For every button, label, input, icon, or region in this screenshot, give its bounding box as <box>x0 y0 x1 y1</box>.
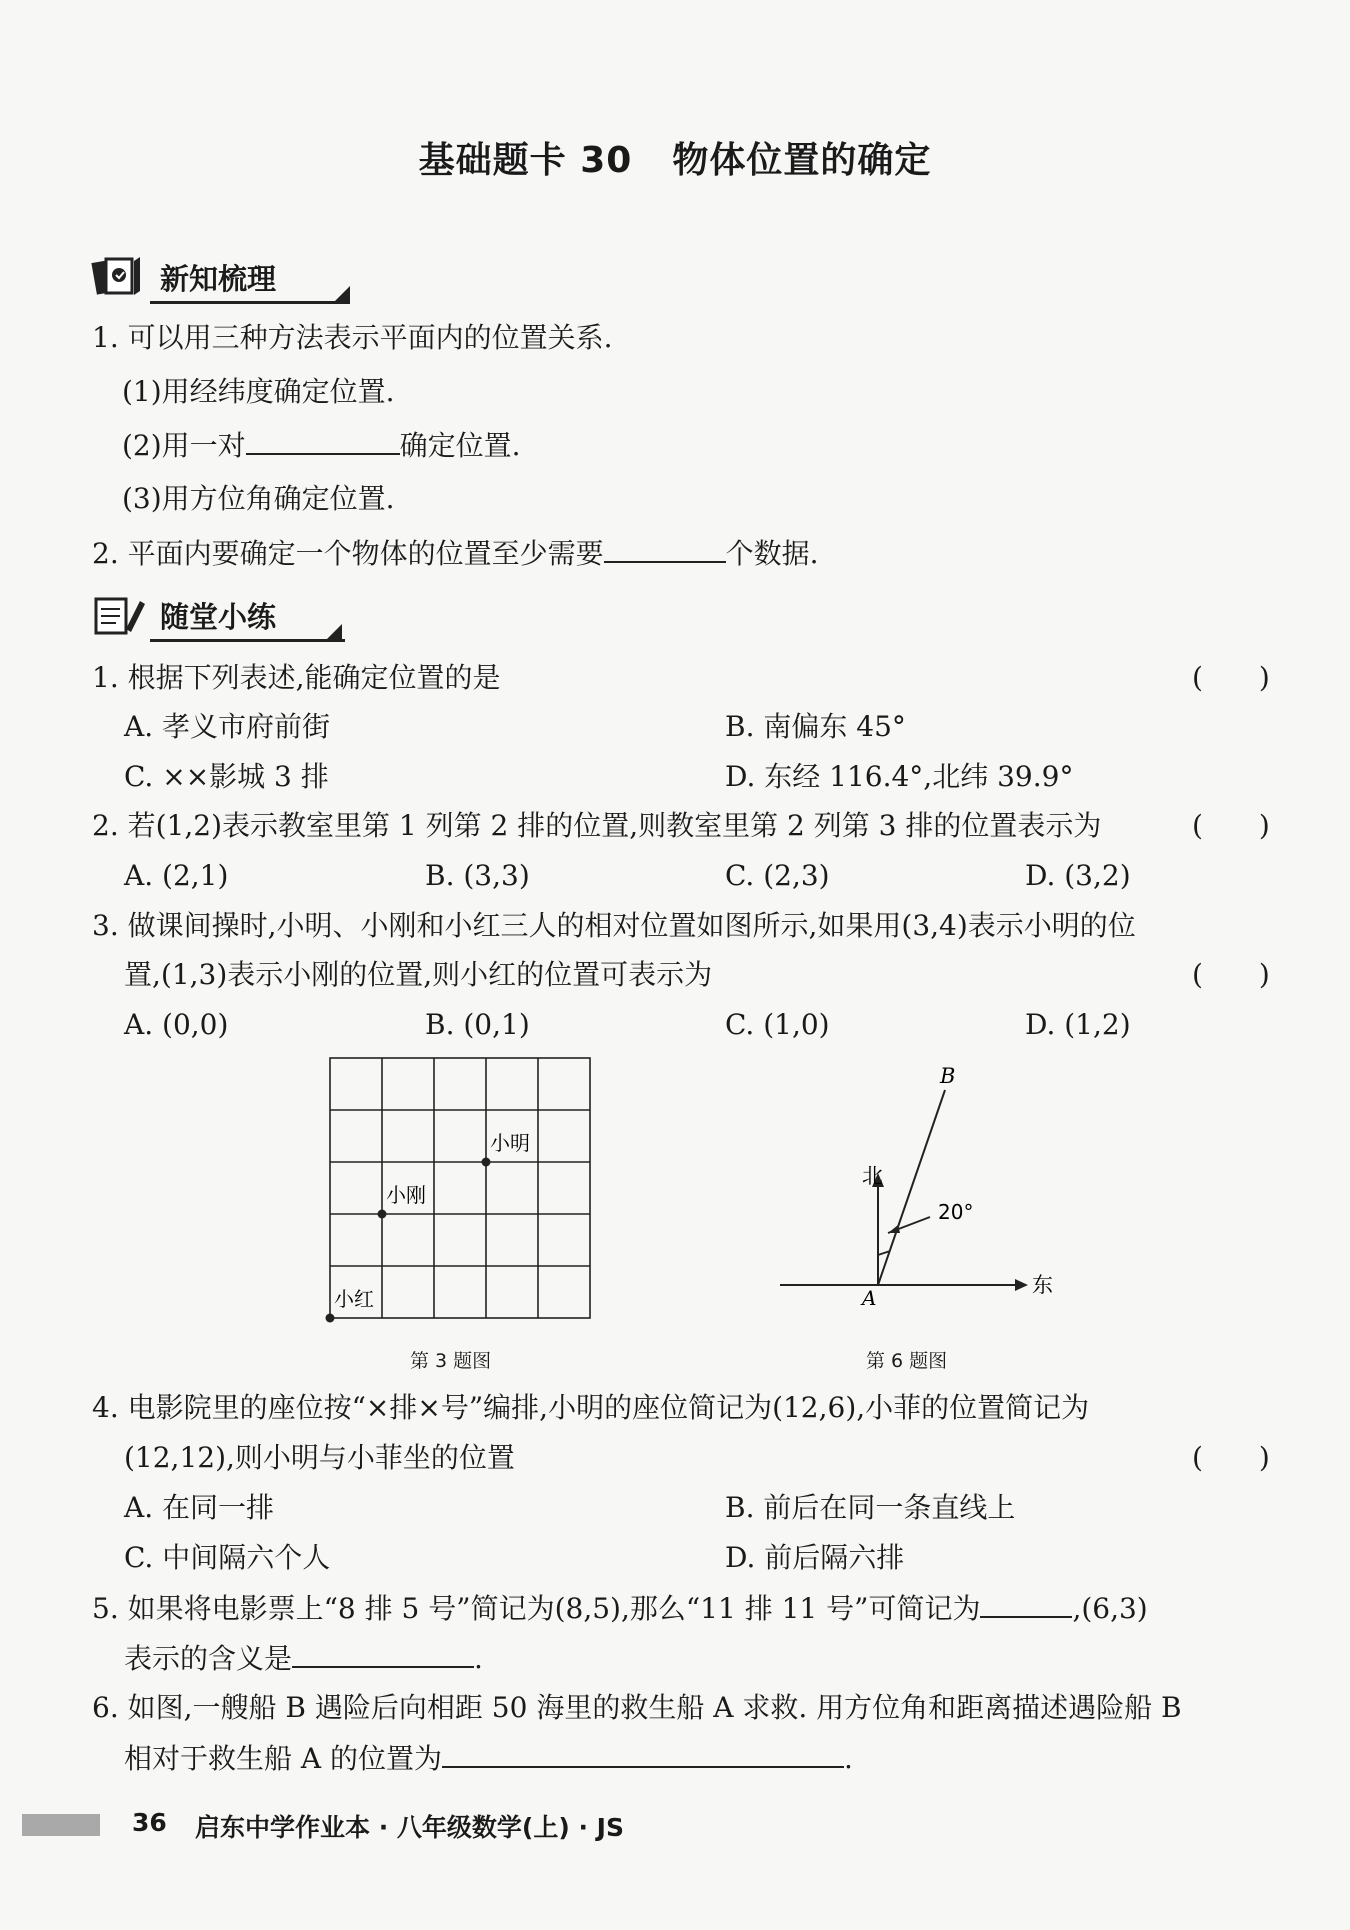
question-3-stem-line1: 3. 做课间操时,小明、小刚和小红三人的相对位置如图所示,如果用(3,4)表示小明的位 <box>92 909 1136 942</box>
label-east: 东 <box>1032 1273 1053 1297</box>
q2-option-c[interactable]: C. (2,3) <box>725 859 830 892</box>
figure-3-caption: 第 3 题图 <box>410 1350 492 1372</box>
q4-option-c[interactable]: C. 中间隔六个人 <box>124 1541 331 1574</box>
label-ship-a: A <box>862 1286 877 1310</box>
q3-option-d[interactable]: D. (1,2) <box>1025 1008 1131 1041</box>
section-header-practice <box>90 590 345 640</box>
q3-option-b[interactable]: B. (0,1) <box>425 1008 530 1041</box>
question-5-line1: 5. 如果将电影票上“8 排 5 号”简记为(8,5),那么“11 排 11 号”可简记为 ,(6,3) <box>92 1588 1148 1629</box>
page-title <box>0 132 1350 183</box>
label-xiaogang: 小刚 <box>386 1183 426 1207</box>
question-3-stem-line2: 置,(1,3)表示小刚的位置,则小红的位置可表示为 <box>124 958 713 991</box>
book-icon <box>90 255 148 299</box>
q1-option-b[interactable]: B. 南偏东 45° <box>725 710 906 743</box>
label-xiaohong: 小红 <box>334 1287 374 1311</box>
footer-bar <box>22 1814 100 1836</box>
question-6-line1: 6. 如图,一艘船 B 遇险后向相距 50 海里的救生船 A 求救. 用方位角和距离描述遇险船 B <box>92 1691 1182 1724</box>
page-footer <box>0 1808 1350 1848</box>
q1-option-c[interactable]: C. ××影城 3 排 <box>124 760 329 793</box>
question-6-line2: 相对于救生船 A 的位置为 . <box>124 1738 853 1779</box>
section-corner <box>334 286 350 302</box>
blank-1[interactable] <box>246 425 400 455</box>
knowledge-line-5: 2. 平面内要确定一个物体的位置至少需要 个数据. <box>92 533 819 574</box>
section-label: 新知梳理 <box>160 261 277 296</box>
page-number: 36 <box>132 1808 167 1837</box>
figure-3-grid <box>300 1050 620 1350</box>
section-header-new-knowledge <box>90 252 352 302</box>
section-underline <box>150 639 345 642</box>
question-4-stem-line1: 4. 电影院里的座位按“×排×号”编排,小明的座位简记为(12,6),小菲的位置简记为 <box>92 1391 1090 1424</box>
question-2-stem: 2. 若(1,2)表示教室里第 1 列第 2 排的位置,则教室里第 2 列第 3 排的位置表示为 <box>92 809 1102 842</box>
figure-6-bearing <box>770 1055 1070 1335</box>
q1-option-a[interactable]: A. 孝义市府前街 <box>124 710 331 743</box>
title-number: 基础题卡 30 <box>418 140 633 181</box>
answer-paren-1[interactable]: ( ) <box>1192 661 1270 694</box>
knowledge-line-4: (3)用方位角确定位置. <box>122 482 395 515</box>
knowledge-line-3: (2)用一对 确定位置. <box>122 425 521 466</box>
q2-option-b[interactable]: B. (3,3) <box>425 859 530 892</box>
question-4-stem-line2: (12,12),则小明与小菲坐的位置 <box>124 1441 515 1474</box>
book-title: 启东中学作业本 · 八年级数学(上) · JS <box>195 1813 624 1842</box>
section-label: 随堂小练 <box>160 599 277 634</box>
section-underline <box>150 301 350 304</box>
point-xiaohong <box>326 1314 335 1323</box>
q2-option-a[interactable]: A. (2,1) <box>124 859 229 892</box>
section-corner <box>326 624 342 640</box>
label-xiaoming: 小明 <box>490 1131 530 1155</box>
q4-option-a[interactable]: A. 在同一排 <box>124 1491 275 1524</box>
blank-2[interactable] <box>604 533 726 563</box>
knowledge-line-2: (1)用经纬度确定位置. <box>122 375 395 408</box>
label-angle: 20° <box>938 1200 974 1224</box>
answer-paren-3[interactable]: ( ) <box>1192 958 1270 991</box>
q4-option-d[interactable]: D. 前后隔六排 <box>725 1541 905 1574</box>
answer-paren-2[interactable]: ( ) <box>1192 809 1270 842</box>
q4-option-b[interactable]: B. 前后在同一条直线上 <box>725 1491 1016 1524</box>
q5-blank-2[interactable] <box>292 1638 474 1668</box>
figure-6-caption: 第 6 题图 <box>866 1350 948 1372</box>
question-5-line2: 表示的含义是 . <box>124 1638 483 1679</box>
q6-blank[interactable] <box>442 1738 844 1768</box>
point-xiaogang <box>378 1210 387 1219</box>
question-1-stem: 1. 根据下列表述,能确定位置的是 <box>92 661 501 694</box>
label-ship-b: B <box>940 1064 956 1088</box>
label-north: 北 <box>862 1164 883 1188</box>
q3-option-a[interactable]: A. (0,0) <box>124 1008 229 1041</box>
knowledge-line-1: 1. 可以用三种方法表示平面内的位置关系. <box>92 321 613 354</box>
notebook-pen-icon <box>90 593 148 637</box>
q2-option-d[interactable]: D. (3,2) <box>1025 859 1131 892</box>
answer-paren-4[interactable]: ( ) <box>1192 1441 1270 1474</box>
title-topic: 物体位置的确定 <box>672 140 932 181</box>
point-xiaoming <box>482 1158 491 1167</box>
q5-blank-1[interactable] <box>980 1588 1072 1618</box>
q1-option-d[interactable]: D. 东经 116.4°,北纬 39.9° <box>725 760 1074 793</box>
q3-option-c[interactable]: C. (1,0) <box>725 1008 830 1041</box>
